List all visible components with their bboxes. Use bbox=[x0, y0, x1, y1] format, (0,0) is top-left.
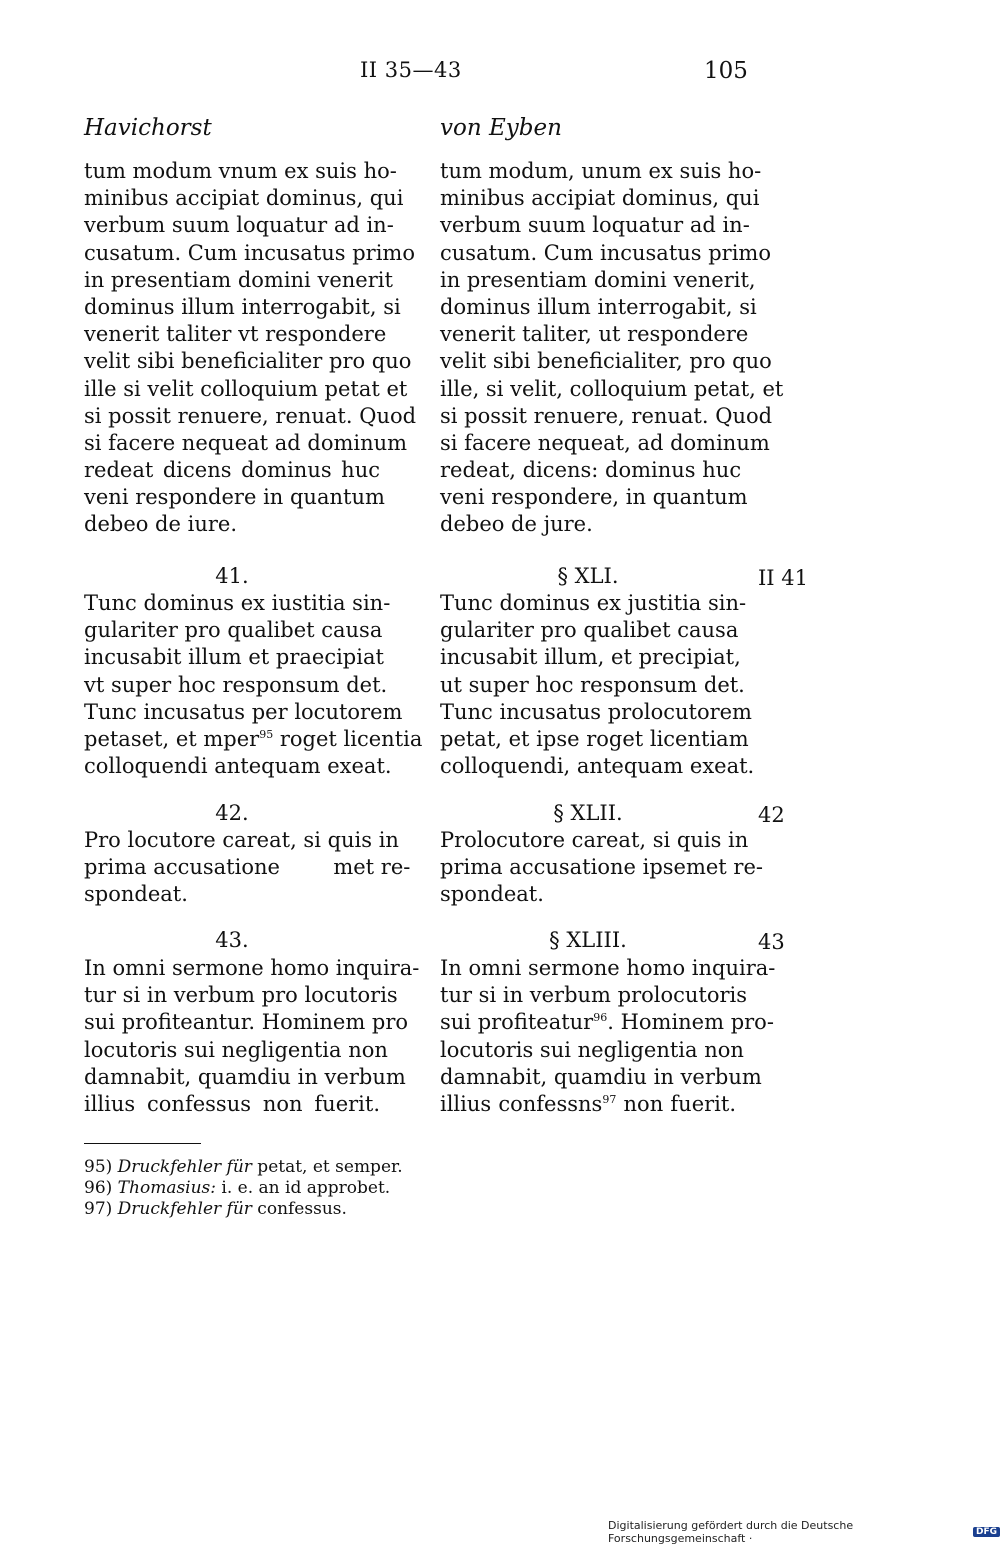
text-line: si facere nequeat, ad dominum bbox=[440, 430, 770, 455]
right-paragraph-43 bbox=[440, 955, 776, 1118]
text-line: ut super hoc responsum det. bbox=[440, 672, 745, 697]
text-line-start: sui profiteatur bbox=[440, 1010, 594, 1035]
text-line: redeat dicens dominus huc bbox=[84, 458, 380, 483]
text-line: veni respondere, in quantum bbox=[440, 485, 748, 510]
text-line: Tunc dominus ex justitia sin- bbox=[440, 591, 747, 615]
footnote-text: confessus. bbox=[251, 1199, 347, 1219]
left-paragraph-40 bbox=[84, 158, 417, 539]
margin-ref-42: 42 bbox=[758, 803, 785, 827]
text-line: si possit renuere, renuat. Quod bbox=[440, 403, 773, 428]
margin-ref-41: II 41 bbox=[758, 566, 808, 590]
text-line-start: illius confessns bbox=[440, 1091, 603, 1116]
text-line: cusatum. Cum incusatus primo bbox=[440, 240, 771, 265]
text-line: debeo de iure. bbox=[84, 512, 237, 537]
page-number: 105 bbox=[704, 58, 748, 84]
footnote-mark: 97) bbox=[84, 1199, 113, 1219]
footnote-95 bbox=[84, 1157, 403, 1178]
text-line: verbum suum loquatur ad in- bbox=[84, 213, 394, 238]
text-line: Prolocutore careat, si quis in bbox=[440, 828, 749, 852]
left-column-title: Havichorst bbox=[84, 115, 212, 141]
text-line: Pro locutore careat, si quis in bbox=[84, 828, 399, 852]
digitization-credit bbox=[608, 1519, 1000, 1545]
text-line: dominus illum interrogabit, si bbox=[84, 294, 401, 319]
right-paragraph-42 bbox=[440, 827, 763, 909]
running-head: II 35—43 bbox=[360, 58, 462, 82]
right-paragraph-41 bbox=[440, 590, 755, 780]
footnote-mark: 96) bbox=[84, 1178, 113, 1198]
footnote-italic: Druckfehler für bbox=[117, 1157, 252, 1177]
footnote-97 bbox=[84, 1199, 403, 1220]
text-line: tur si in verbum prolocutoris bbox=[440, 983, 748, 1008]
text-line: spondeat. bbox=[440, 882, 544, 907]
left-section-42-heading: 42. bbox=[215, 801, 249, 825]
text-line: prima accusatione met re- bbox=[84, 855, 411, 880]
text-line: tum modum, unum ex suis ho- bbox=[440, 159, 762, 183]
text-line: spondeat. bbox=[84, 882, 188, 907]
right-section-43-heading: § XLIII. bbox=[549, 928, 627, 952]
text-line: petat, et ipse roget licentiam bbox=[440, 726, 749, 751]
text-line: minibus accipiat dominus, qui bbox=[440, 186, 760, 211]
footnote-mark: 95) bbox=[84, 1157, 113, 1177]
text-line bbox=[84, 726, 423, 753]
text-line: ille, si velit, colloquium petat, et bbox=[440, 376, 784, 401]
text-line-tail: non fuerit. bbox=[616, 1091, 737, 1116]
left-paragraph-42 bbox=[84, 827, 411, 909]
text-line-start: petaset, et mper bbox=[84, 726, 260, 751]
text-line: ille si velit colloquium petat et bbox=[84, 376, 408, 401]
text-line: sui profiteantur. Hominem pro bbox=[84, 1010, 409, 1035]
text-line bbox=[440, 1009, 774, 1036]
text-line: si facere nequeat ad dominum bbox=[84, 430, 408, 455]
text-line: in presentiam domini venerit bbox=[84, 267, 393, 292]
text-line: minibus accipiat dominus, qui bbox=[84, 186, 404, 211]
text-line: incusabit illum et praecipiat bbox=[84, 645, 384, 670]
text-line: gulariter pro qualibet causa bbox=[440, 618, 739, 643]
text-line: veni respondere in quantum bbox=[84, 485, 385, 510]
right-section-42-heading: § XLII. bbox=[553, 801, 623, 825]
margin-ref-43: 43 bbox=[758, 930, 785, 954]
right-paragraph-40 bbox=[440, 158, 784, 539]
text-line: vt super hoc responsum det. bbox=[84, 672, 388, 697]
footnote-italic: Thomasius: bbox=[117, 1178, 217, 1198]
text-line: colloquendi antequam exeat. bbox=[84, 754, 392, 779]
text-line: debeo de jure. bbox=[440, 512, 593, 537]
text-line: redeat, dicens: dominus huc bbox=[440, 458, 742, 483]
left-section-41-heading: 41. bbox=[215, 564, 249, 588]
text-line: cusatum. Cum incusatus primo bbox=[84, 240, 415, 265]
left-section-43-heading: 43. bbox=[215, 928, 249, 952]
text-line: Tunc incusatus per locutorem bbox=[84, 699, 403, 724]
text-line: dominus illum interrogabit, si bbox=[440, 294, 757, 319]
text-line bbox=[440, 1091, 736, 1118]
text-line: damnabit, quamdiu in verbum bbox=[440, 1064, 762, 1089]
text-line: In omni sermone homo inquira- bbox=[84, 956, 420, 980]
text-line: damnabit, quamdiu in verbum bbox=[84, 1064, 406, 1089]
footnotes bbox=[84, 1157, 403, 1220]
text-line: In omni sermone homo inquira- bbox=[440, 956, 776, 980]
text-line-tail: . Hominem pro- bbox=[607, 1010, 774, 1035]
right-column-title: von Eyben bbox=[440, 115, 562, 141]
text-line: verbum suum loquatur ad in- bbox=[440, 213, 750, 238]
text-line: Tunc incusatus prolocutorem bbox=[440, 699, 752, 724]
text-line: tum modum vnum ex suis ho- bbox=[84, 159, 397, 183]
left-paragraph-41 bbox=[84, 590, 423, 780]
text-line: illius confessus non fuerit. bbox=[84, 1091, 380, 1116]
text-line: locutoris sui negligentia non bbox=[440, 1037, 744, 1062]
footnote-96 bbox=[84, 1178, 403, 1199]
text-line: venerit taliter, ut respondere bbox=[440, 322, 749, 347]
footnote-rule bbox=[84, 1143, 201, 1144]
text-line: gulariter pro qualibet causa bbox=[84, 618, 383, 643]
footnote-text: petat, et semper. bbox=[251, 1157, 403, 1177]
text-line: colloquendi, antequam exeat. bbox=[440, 754, 755, 779]
left-paragraph-43 bbox=[84, 955, 420, 1118]
footnote-marker: 95 bbox=[259, 727, 274, 741]
text-line: tur si in verbum pro locutoris bbox=[84, 983, 398, 1008]
text-line: velit sibi beneficialiter, pro quo bbox=[440, 349, 772, 374]
text-line: in presentiam domini venerit, bbox=[440, 267, 756, 292]
dfg-logo-icon: DFG bbox=[973, 1527, 1000, 1537]
right-section-41-heading: § XLI. bbox=[557, 564, 619, 588]
text-line: prima accusatione ipsemet re- bbox=[440, 855, 763, 880]
text-line: locutoris sui negligentia non bbox=[84, 1037, 388, 1062]
footnote-text: i. e. an id approbet. bbox=[216, 1178, 391, 1198]
text-line: incusabit illum, et precipiat, bbox=[440, 645, 741, 670]
text-line-tail: roget licentia bbox=[273, 726, 423, 751]
credit-text: Digitalisierung gefördert durch die Deutsche Forschungsgemeinschaft · bbox=[608, 1519, 854, 1545]
footnote-marker: 96 bbox=[593, 1011, 608, 1025]
text-line: Tunc dominus ex iustitia sin- bbox=[84, 591, 391, 615]
footnote-italic: Druckfehler für bbox=[117, 1199, 252, 1219]
text-line: venerit taliter vt respondere bbox=[84, 322, 387, 347]
text-line: si possit renuere, renuat. Quod bbox=[84, 403, 417, 428]
footnote-marker: 97 bbox=[602, 1092, 617, 1106]
text-line: velit sibi beneficialiter pro quo bbox=[84, 349, 412, 374]
